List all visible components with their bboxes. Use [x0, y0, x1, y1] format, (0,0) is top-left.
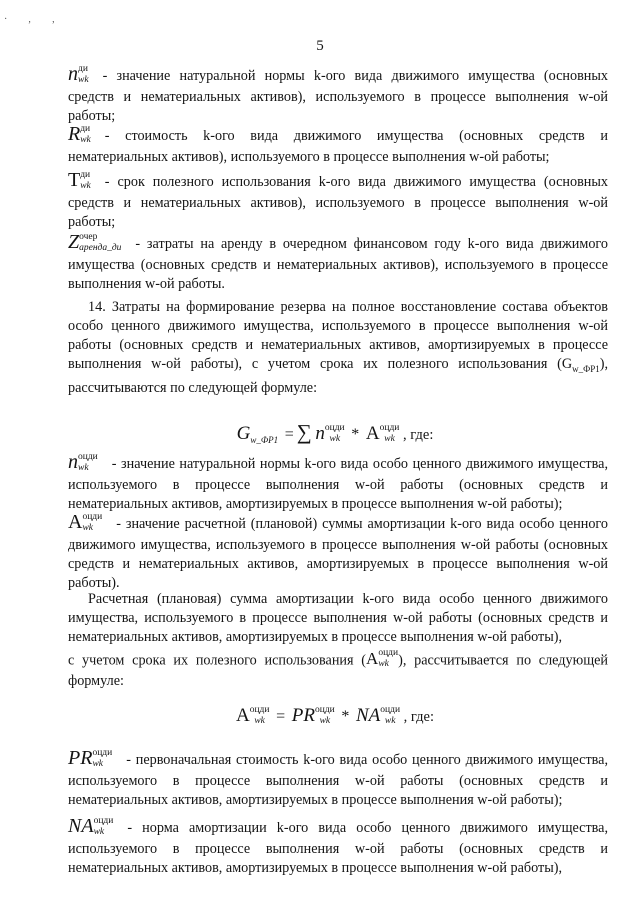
- paragraph-calc-continued: [68, 650, 608, 691]
- term-pr-sub: wk: [319, 715, 331, 726]
- term-a-sub: wk: [384, 433, 395, 444]
- formula-lhs-sup: оцди: [249, 704, 270, 715]
- term-na-sub: wk: [384, 715, 396, 726]
- paragraph-calc: [68, 590, 608, 647]
- term-a-sup: оцди: [379, 422, 400, 433]
- definition-n-di: [68, 64, 608, 126]
- symbol-sub: wk: [93, 826, 105, 837]
- paragraph-14: [68, 298, 608, 398]
- symbol-sup: оцди: [93, 815, 114, 826]
- paragraph-text: 14. Затраты на формирование резерва на полное восстановление состава объектов особо ценного движимого имущества, используемого в процессе выполнения w-ой работы (основных средств и нематериальных активов, амортизируемых в процессе выполнения w-ой работы), с учетом срока их полезного использования (G: [68, 299, 608, 372]
- symbol-sup: ди: [78, 63, 88, 74]
- symbol-sup: ди: [80, 169, 91, 180]
- formula-a-ocdi: [0, 705, 640, 729]
- definition-a-ocdi: [68, 512, 608, 593]
- equals-sign: =: [284, 426, 294, 443]
- symbol-sub: wk: [80, 180, 91, 191]
- definition-text: - норма амортизации k-ого вида особо ценного движимого имущества, используемого в процессе выполнения w-ой работы (основных средств и нематериальных активов, амортизируемых в процессе выполнения w-ой работы),: [68, 820, 608, 876]
- paragraph-text-end: ), рассчитываются по следующей формуле:: [68, 356, 608, 396]
- term-na-sup: оцди: [380, 704, 401, 715]
- term-n: n: [315, 423, 325, 444]
- definition-pr-ocdi: [68, 748, 608, 810]
- symbol-sub: wk: [78, 462, 89, 473]
- term-n-sup: оцди: [324, 422, 345, 433]
- symbol: A: [68, 511, 83, 533]
- term-n-sub: wk: [329, 433, 341, 444]
- symbol: n: [68, 63, 78, 85]
- definition-text: - значение расчетной (плановой) суммы амортизации k-ого вида особо ценного движимого имущества, используемого в процессе выполнения w-ой работы (основных средств и нематериальных активов, амортизируемых в процессе выполнения w-ой работы).: [68, 516, 608, 591]
- paragraph-text: Расчетная (плановая) сумма амортизации k-ого вида особо ценного движимого имущества, используемого в процессе выполнения w-ой работы (основных средств и нематериальных активов, амортизируемых в процессе выполнения w-ой работы),: [68, 591, 608, 645]
- formula-tail: , где:: [403, 427, 434, 443]
- symbol: R: [68, 123, 81, 145]
- symbol-sup: оцди: [82, 511, 103, 522]
- term-na: NA: [356, 705, 381, 726]
- paragraph-text: с учетом срока их полезного использования (: [68, 652, 367, 669]
- formula-lhs: A: [235, 705, 250, 726]
- term-pr-sup: оцди: [314, 704, 335, 715]
- symbol-sub: wk: [82, 522, 94, 533]
- definition-text: - затраты на аренду в очередном финансовом году k-ого вида движимого имущества (основных средств и нематериальных активов), используемого в процессе выполнения w-ой работы.: [68, 236, 608, 292]
- symbol-sup: ди: [80, 123, 91, 134]
- symbol-sup: оцди: [78, 451, 98, 462]
- multiply-sign: *: [341, 708, 350, 725]
- symbol-sub: аренда_ди: [79, 242, 122, 253]
- definition-text: - значение натуральной нормы k-ого вида особо ценного движимого имущества, используемого в процессе выполнения w-ой работы (основных средств и нематериальных активов, амортизируемых в процессе выполнения w-ой работы);: [68, 456, 608, 512]
- symbol-sub: wk: [80, 134, 91, 145]
- multiply-sign: *: [351, 426, 360, 443]
- formula-lhs: G: [236, 423, 251, 444]
- formula-lhs-sub: w_ФР1: [250, 434, 279, 445]
- symbol: n: [68, 451, 78, 473]
- inline-symbol: A: [366, 649, 379, 669]
- symbol: T: [68, 169, 81, 191]
- inline-symbol-sub: wk: [378, 659, 389, 669]
- symbol: NA: [68, 815, 94, 837]
- symbol: PR: [68, 747, 93, 769]
- term-pr: PR: [291, 705, 315, 726]
- definition-text: - значение натуральной нормы k-ого вида движимого имущества (основных средств и нематериальных активов), используемого в процессе выполнения w-ой работы;: [68, 68, 608, 124]
- paragraph-text-end: ), рассчитывается по следующей формуле:: [68, 652, 609, 689]
- definition-text: - срок полезного использования k-ого вида движимого имущества (основных средств и нематериальных активов), используемого в процессе выполнения w-ой работы;: [68, 174, 608, 230]
- sigma-symbol: ∑: [296, 420, 312, 444]
- inline-symbol-sup: оцди: [378, 648, 399, 658]
- page-number: 5: [316, 38, 324, 54]
- equals-sign: =: [276, 708, 286, 725]
- symbol-sup: оцди: [92, 747, 113, 758]
- paragraph-sub: w_ФР1: [572, 363, 600, 374]
- formula-g-fr1: [0, 420, 640, 447]
- symbol-sup: очер: [79, 231, 98, 242]
- scan-marks: · ‚ ‚: [4, 14, 64, 25]
- definition-n-ocdi: [68, 452, 608, 514]
- definition-r-di: [68, 124, 608, 167]
- symbol: Z: [68, 231, 80, 253]
- formula-tail: , где:: [403, 709, 434, 725]
- definition-z-arenda: [68, 232, 608, 294]
- definition-t-di: [68, 170, 608, 232]
- definition-text: - первоначальная стоимость k-ого вида особо ценного движимого имущества, используемого в процессе выполнения w-ой работы (основных средств и нематериальных активов, амортизируемых в процессе выполнения w-ой работы);: [68, 752, 608, 808]
- definition-text: - стоимость k-ого вида движимого имущества (основных средств и нематериальных активов), используемого в процессе выполнения w-ой работы;: [68, 128, 608, 165]
- formula-lhs-sub: wk: [254, 715, 265, 726]
- definition-na-ocdi: [68, 816, 608, 878]
- symbol-sub: wk: [78, 74, 89, 85]
- term-a: A: [365, 423, 380, 444]
- symbol-sub: wk: [92, 758, 103, 769]
